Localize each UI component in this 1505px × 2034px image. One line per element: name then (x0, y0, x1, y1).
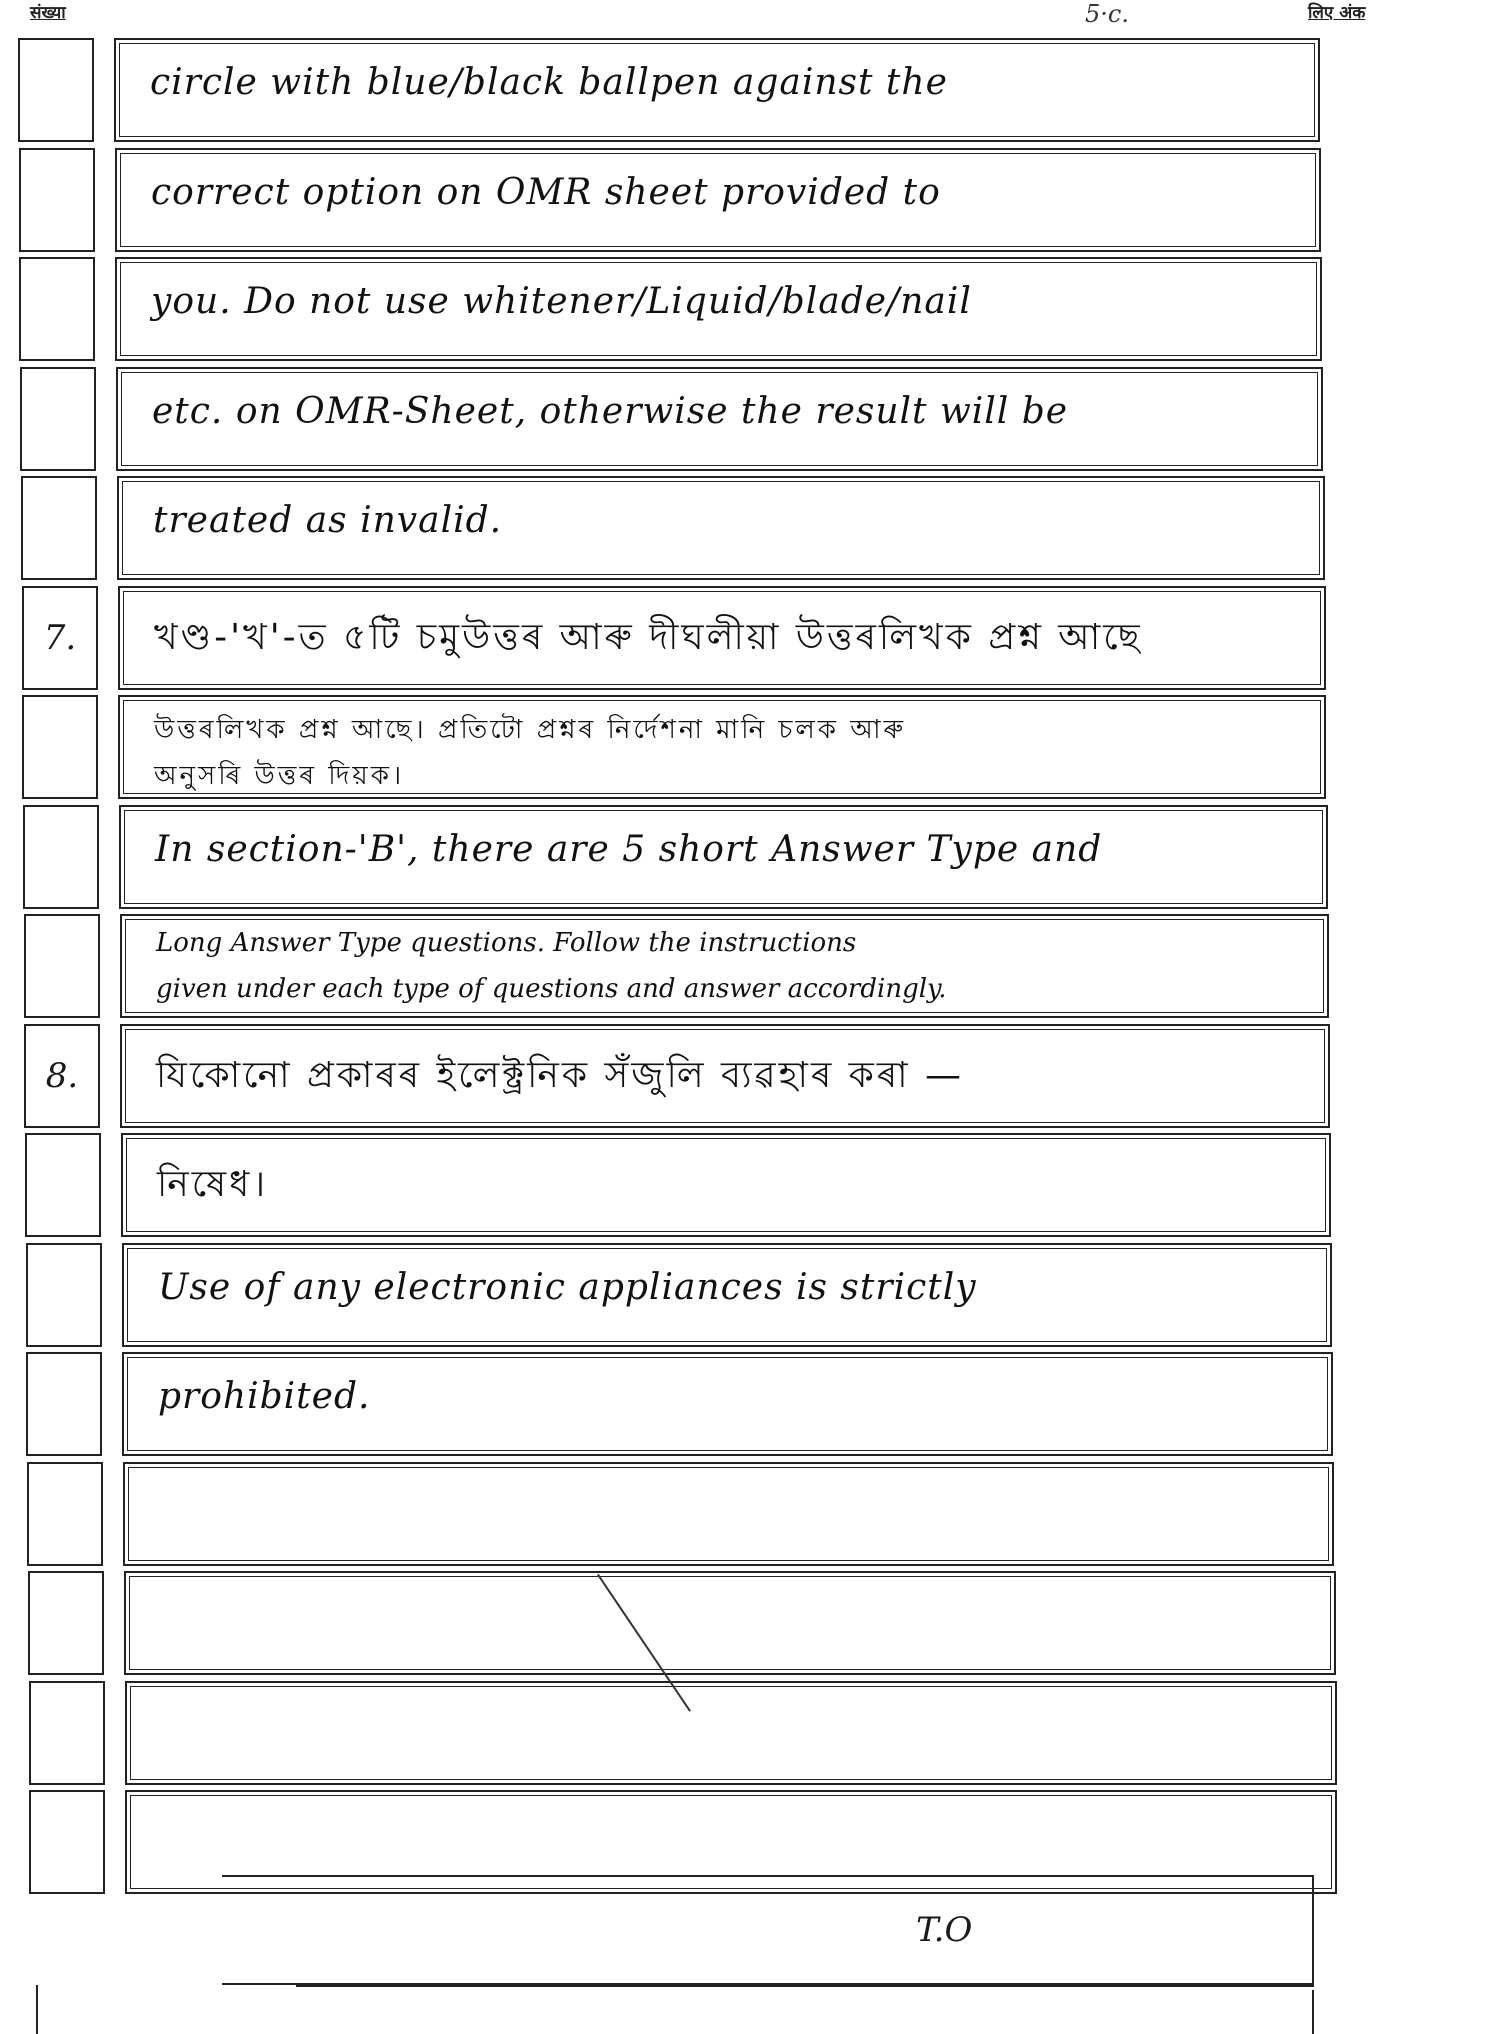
answer-row (22, 695, 1326, 799)
answer-row (29, 1681, 1337, 1785)
handwritten-line: Use of any electronic appliances is strictly (158, 1267, 977, 1308)
handwritten-line: prohibited. (158, 1376, 371, 1417)
handwritten-line-continued: অনুসৰি উত্তৰ দিয়ক। (154, 761, 405, 791)
handwritten-line: In section-'B', there are 5 short Answer Type and (155, 829, 1103, 870)
answer-row (19, 257, 1322, 361)
answer-line-cell (114, 38, 1320, 142)
answer-row (18, 38, 1320, 142)
question-number-cell: 7. (22, 586, 98, 690)
handwritten-line: নিষেধ। (157, 1164, 269, 1205)
question-number-cell (27, 1462, 103, 1566)
answer-row (21, 476, 1325, 580)
question-number-cell (19, 257, 95, 361)
handwritten-line: treated as invalid. (153, 500, 503, 541)
answer-line-cell (122, 1352, 1333, 1456)
answer-row (25, 1133, 1331, 1237)
answer-line-cell (121, 1133, 1331, 1237)
handwritten-line-continued: given under each type of questions and answer accordingly. (156, 974, 947, 1004)
answer-row (27, 1462, 1334, 1566)
handwritten-line: Long Answer Type questions. Follow the instructions (156, 928, 857, 958)
answer-line-cell (122, 1243, 1332, 1347)
answer-row (24, 914, 1329, 1018)
header-left-label: संख्या (30, 3, 66, 23)
question-number-cell (26, 1243, 102, 1347)
handwritten-line: correct option on OMR sheet provided to (151, 172, 941, 213)
answer-row (28, 1571, 1336, 1675)
answer-row (26, 1243, 1332, 1347)
answer-line-cell (118, 695, 1326, 799)
question-number-cell (19, 148, 95, 252)
answer-row (22, 586, 1326, 690)
question-number-cell (22, 695, 98, 799)
handwritten-line: etc. on OMR-Sheet, otherwise the result will be (152, 391, 1069, 432)
handwritten-line: উত্তৰলিখক প্ৰশ্ন আছে। প্ৰতিটো প্ৰশ্নৰ নিৰ্দেশনা মানি চলক আৰু (154, 715, 907, 745)
margin-tick (36, 1985, 38, 2034)
answer-line-cell (115, 257, 1322, 361)
question-number-cell: 8. (24, 1024, 100, 1128)
answer-row (24, 1024, 1330, 1128)
header-right-label: लिए अंक (1308, 3, 1366, 23)
footer-rule (296, 1985, 1314, 1987)
question-number-cell (29, 1790, 105, 1894)
answer-line-cell (120, 1024, 1330, 1128)
answer-line-cell (123, 1462, 1334, 1566)
question-number-cell (29, 1681, 105, 1785)
question-number-cell (25, 1133, 101, 1237)
question-number-cell (20, 367, 96, 471)
answer-line-cell (115, 148, 1321, 252)
handwritten-line: you. Do not use whitener/Liquid/blade/nail (151, 281, 972, 322)
footer-bottom-cell (296, 1990, 1314, 2034)
answer-row (23, 805, 1328, 909)
answer-row (20, 367, 1323, 471)
question-number-cell (24, 914, 100, 1018)
answer-line-cell (120, 914, 1329, 1018)
answer-line-cell (124, 1571, 1336, 1675)
question-number-cell (23, 805, 99, 909)
answer-line-cell (119, 805, 1328, 909)
answer-line-cell (118, 586, 1326, 690)
question-number-cell (28, 1571, 104, 1675)
footer-turn-over: T.O (916, 1910, 973, 1950)
answer-line-cell (117, 476, 1325, 580)
handwritten-line: যিকোনো প্ৰকাৰৰ ইলেক্ট্ৰনিক সঁজুলি ব্যৱহাৰ কৰা — (156, 1055, 965, 1096)
handwritten-line: circle with blue/black ballpen against the (150, 62, 948, 103)
handwritten-line: খণ্ড-'খ'-ত ৫টি চমুউত্তৰ আৰু দীঘলীয়া উত্তৰলিখক প্ৰশ্ন আছে (154, 617, 1143, 658)
question-number-cell (18, 38, 94, 142)
question-number-cell (21, 476, 97, 580)
question-number-cell (26, 1352, 102, 1456)
answer-line-cell (116, 367, 1323, 471)
answer-line-cell (125, 1681, 1337, 1785)
header-scribble: 5·c. (1085, 0, 1129, 28)
answer-row (19, 148, 1321, 252)
answer-row (26, 1352, 1333, 1456)
footer-cell (222, 1875, 1314, 1985)
